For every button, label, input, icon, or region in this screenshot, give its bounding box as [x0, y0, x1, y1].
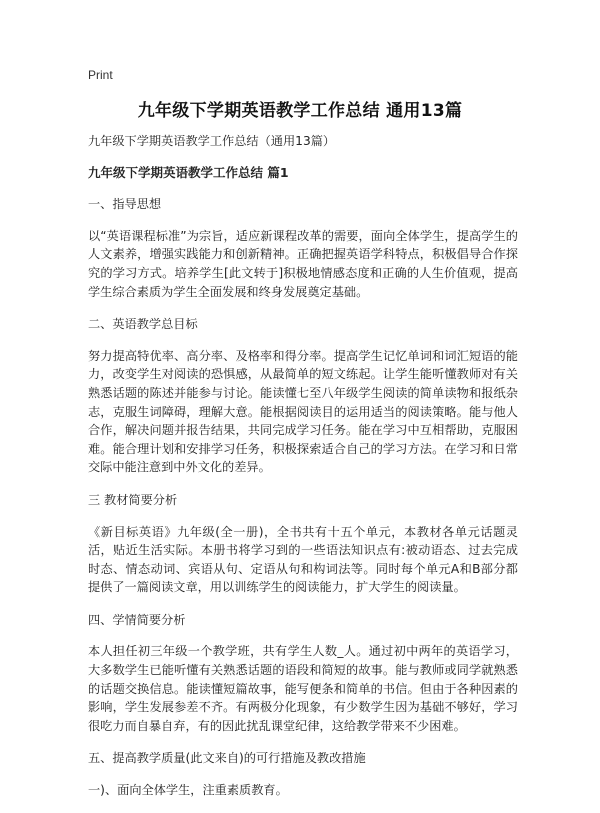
print-link[interactable]: Print [88, 68, 113, 82]
document-content [88, 132, 518, 813]
section-heading-student-analysis: 四、学情简要分析 [88, 612, 186, 627]
section-heading-all-students: 一)、面向全体学生，注重素质教育。 [88, 783, 288, 798]
section-title: 九年级下学期英语教学工作总结 篇1 [88, 164, 289, 180]
section-heading-teaching-goals: 二、英语教学总目标 [88, 317, 198, 332]
document-subtitle: 九年级下学期英语教学工作总结（通用13篇） [88, 134, 336, 148]
section-body-textbook-analysis: 《新目标英语》九年级(全一册)，全书共有十五个单元，本教材各单元话题灵活，贴近生活实际。本册书将学习到的一些语法知识点有:被动语态、过去完成时态、情态动词、宾语从句、定语从句和构词法等。同时每个单元A和B部分都提供了一篇阅读文章，用以训练学生的阅读能力，扩大学生的阅读量。 [88, 524, 518, 595]
section-body-teaching-goals: 努力提高特优率、高分率、及格率和得分率。提高学生记忆单词和词汇短语的能力，改变学生对阅读的恐惧感，从最简单的短文练起。让学生能听懂教师对有关熟悉话题的陈述并能参与讨论。能读懂七至八年级学生阅读的简单读物和报纸杂志，克服生词障碍，理解大意。能根据阅读目的运用适当的阅读策略。能与他人合作，解决问题并报告结果，共同完成学习任务。能在学习中互相帮助，克服困难。能合理计划和安排学习任务，积极探索适合自己的学习方法。在学习和日常交际中能注意到中外文化的差异。 [88, 348, 518, 475]
section-body-student-analysis: 本人担任初三年级一个教学班，共有学生人数_人。通过初中两年的英语学习，大多数学生已能听懂有关熟悉话题的语段和简短的故事。能与教师或同学就熟悉的话题交换信息。能读懂短篇故事，能写便条和简单的书信。但由于各种因素的影响，学生发展参差不齐。有两极分化现象，有少数学生因为基础不够好，学习很吃力而自暴自弃，有的因此扰乱课堂纪律，这给教学带来不少困难。 [88, 644, 518, 733]
section-heading-measures: 五、提高教学质量(此文来自)的可行措施及教改措施 [88, 751, 366, 766]
section-heading-guiding-ideology: 一、指导思想 [88, 197, 162, 212]
section-body-guiding-ideology: 以“英语课程标准”为宗旨，适应新课程改革的需要，面向全体学生，提高学生的人文素养，增强实践能力和创新精神。正确把握英语学科特点，积极倡导合作探究的学习方式。培养学生[此文转于]积极地情感态度和正确的人生价值观，提高学生综合素质为学生全面发展和终身发展奠定基础。 [88, 228, 518, 299]
document-title: 九年级下学期英语教学工作总结 通用13篇 [137, 101, 463, 121]
section-heading-textbook-analysis: 三 教材简要分析 [88, 492, 178, 507]
